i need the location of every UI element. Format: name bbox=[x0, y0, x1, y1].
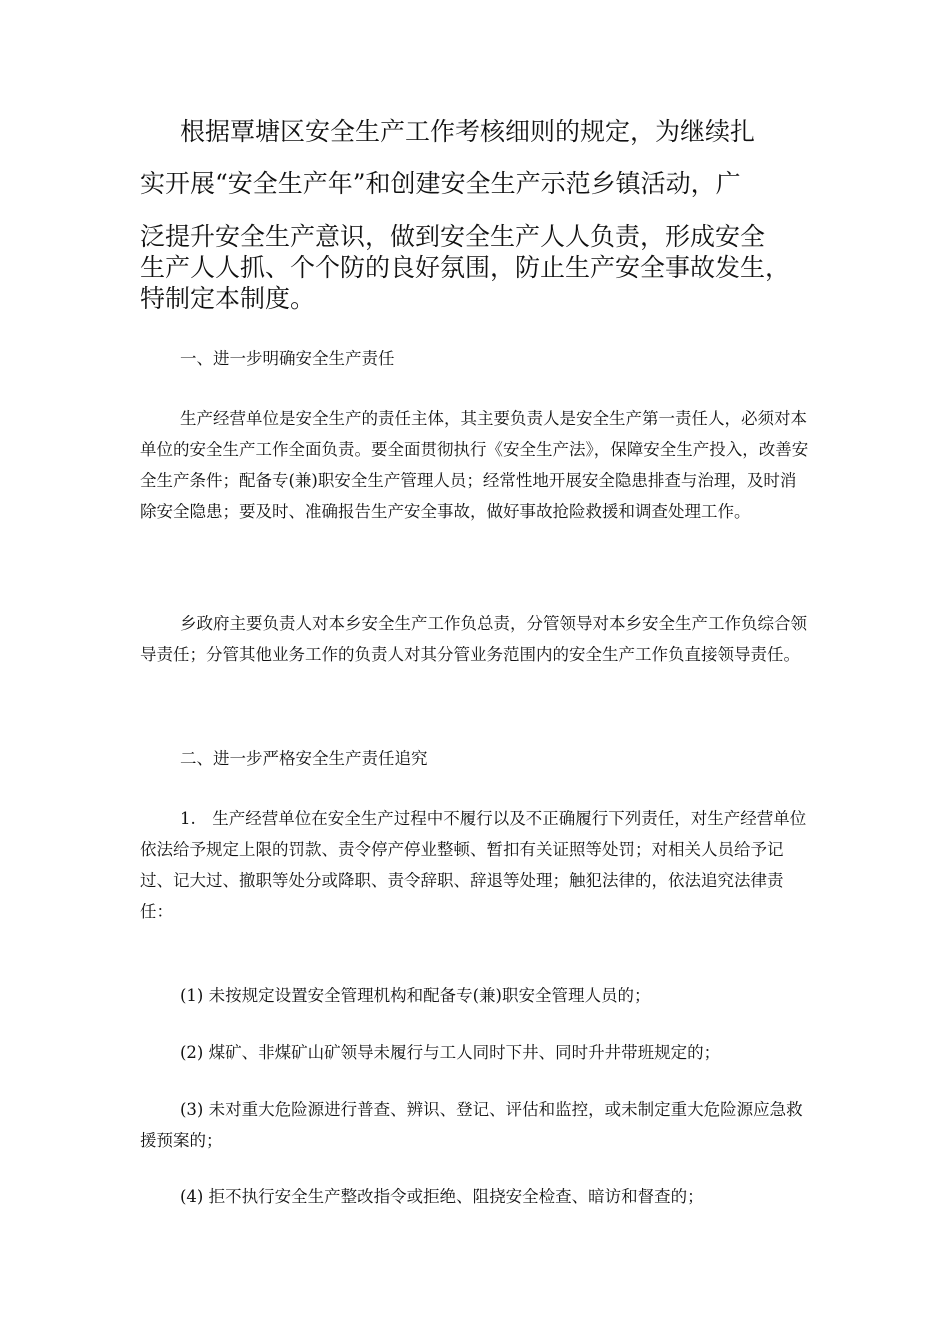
intro-line-5: 特制定本制度。 bbox=[140, 284, 316, 313]
section-2-heading: 二、进一步严格安全生产责任追究 bbox=[180, 749, 428, 768]
intro-line-4: 生产人人抓、个个防的良好氛围，防止生产安全事故发生， bbox=[140, 253, 791, 282]
section-1-paragraph-2: 乡政府主要负责人对本乡安全生产工作负总责，分管领导对本乡安全生产工作负综合领导责任；分管其他业务工作的负责人对其分管业务范围内的安全生产工作负直接领导责任。 bbox=[140, 614, 807, 664]
intro-line-3: 泛提升安全生产意识，做到安全生产人人负责，形成安全 bbox=[140, 222, 766, 251]
section-2-point-1: 1. 生产经营单位在安全生产过程中不履行以及不正确履行下列责任，对生产经营单位依法给予规定上限的罚款、责令停产停业整顿、暂扣有关证照等处罚；对相关人员给予记过、记大过、撤职等处分或降职、责令辞职、辞退等处理；触犯法律的，依法追究法律责任： bbox=[140, 809, 807, 921]
intro-line-2: 实开展“安全生产年”和创建安全生产示范乡镇活动，广 bbox=[140, 169, 741, 198]
list-item-4: (4) 拒不执行安全生产整改指令或拒绝、阻挠安全检查、暗访和督查的； bbox=[180, 1187, 704, 1206]
intro-line-1: 根据覃塘区安全生产工作考核细则的规定，为继续扎 bbox=[180, 117, 756, 146]
list-item-3: (3) 未对重大危险源进行普查、辨识、登记、评估和监控，或未制定重大危险源应急救援预案的； bbox=[140, 1100, 803, 1150]
section-1-heading: 一、进一步明确安全生产责任 bbox=[180, 349, 395, 368]
section-1-paragraph-1: 生产经营单位是安全生产的责任主体，其主要负责人是安全生产第一责任人，必须对本单位的安全生产工作全面负责。要全面贯彻执行《安全生产法》，保障安全生产投入，改善安全生产条件；配备专(兼)职安全生产管理人员；经常性地开展安全隐患排查与治理，及时消除安全隐患；要及时、准确报告生产安全事故，做好事故抢险救援和调查处理工作。 bbox=[140, 409, 809, 521]
list-item-1: (1) 未按规定设置安全管理机构和配备专(兼)职安全管理人员的； bbox=[180, 986, 651, 1005]
list-item-2: (2) 煤矿、非煤矿山矿领导未履行与工人同时下井、同时升井带班规定的； bbox=[180, 1043, 721, 1062]
